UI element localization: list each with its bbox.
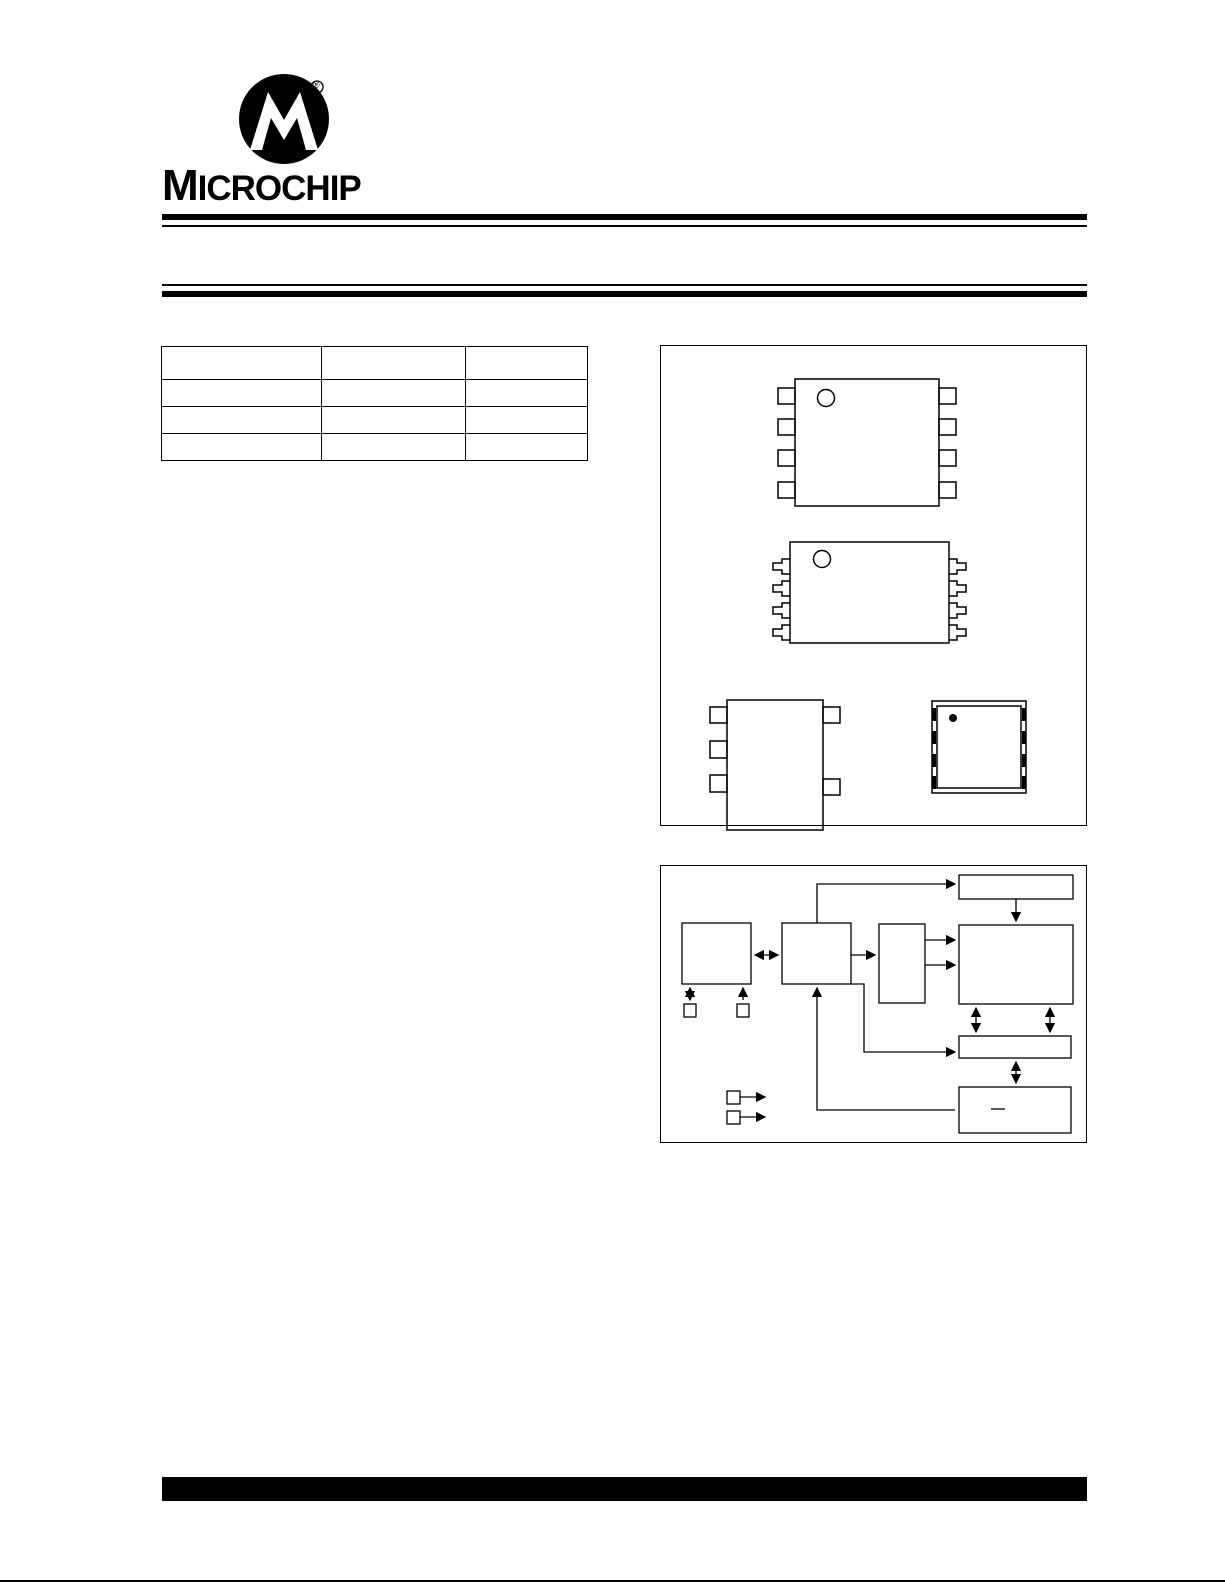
page-bottom-rule [0, 1580, 1225, 1582]
input-box-b [727, 1111, 740, 1124]
input-box-a [727, 1091, 740, 1104]
sense-amp-block [959, 875, 1073, 899]
pin-box-a [684, 1004, 696, 1017]
brand-name: MICROCHIP [162, 161, 361, 210]
io-control-block [682, 923, 751, 984]
page-latches-block [959, 1036, 1071, 1058]
footer-bar [162, 1477, 1087, 1501]
decoder-block [879, 924, 925, 1003]
pin-box-b [737, 1004, 749, 1017]
registered-mark: ® [313, 80, 320, 90]
write-control-block [959, 1087, 1071, 1133]
control-logic-block [782, 923, 851, 984]
memory-array-block [959, 925, 1073, 1004]
